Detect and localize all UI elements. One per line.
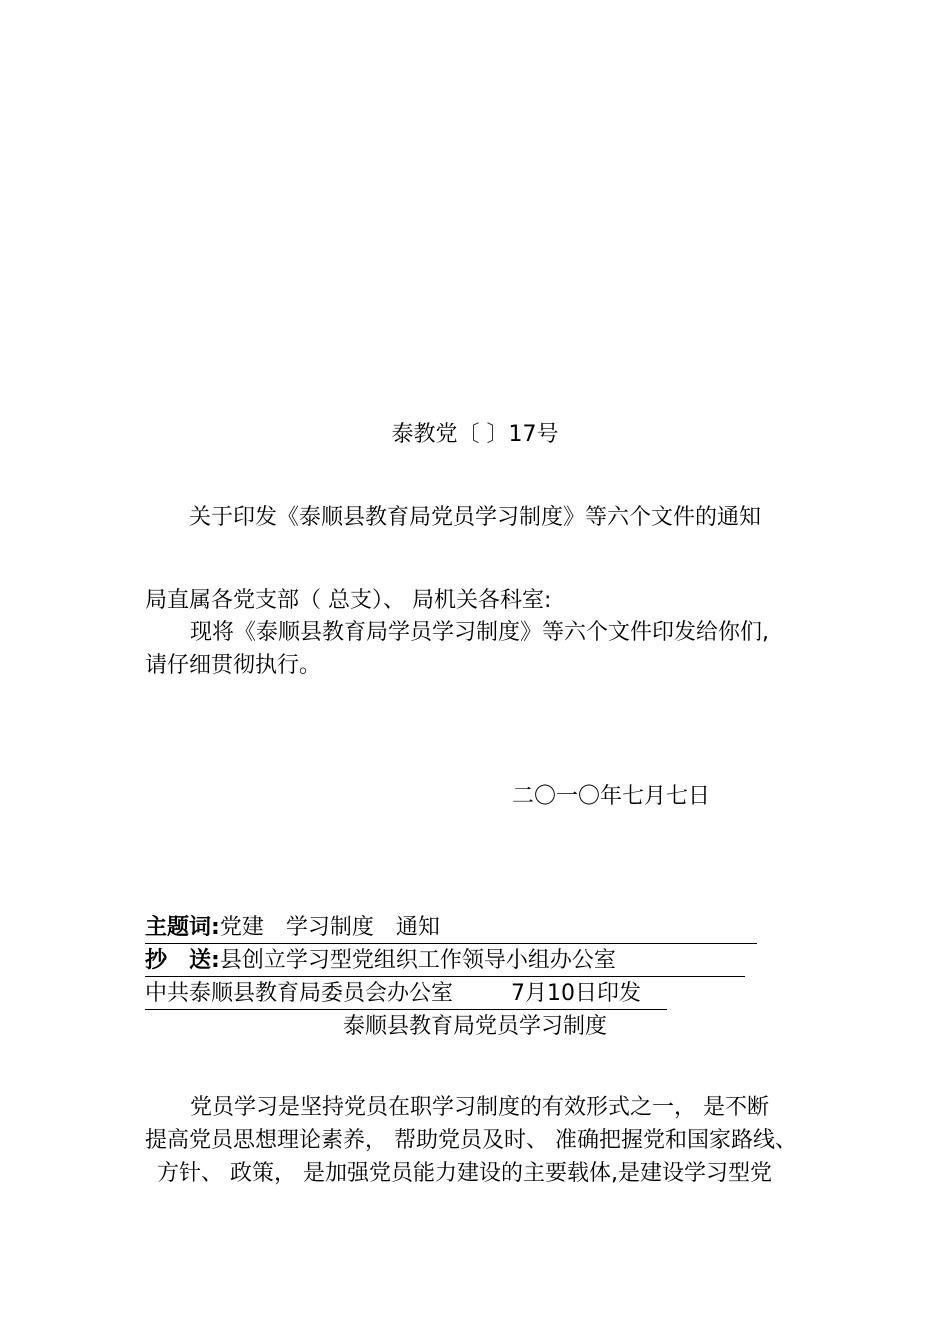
regulation-para-line-1: 党员学习是坚持党员在职学习制度的有效形式之一， 是不断 <box>190 1095 769 1120</box>
keywords-label: 主题词: <box>145 915 220 940</box>
cc-value: 县创立学习型党组织工作领导小组办公室 <box>219 948 616 973</box>
issuer-name: 中共泰顺县教育局委员会办公室 <box>145 981 454 1006</box>
cc-label: 抄 送: <box>145 948 220 973</box>
notice-body-line-1: 现将《泰顺县教育局学员学习制度》等六个文件印发给你们, <box>190 620 769 645</box>
regulation-para-line-2: 提高党员思想理论素养， 帮助党员及时、 准确把握党和国家路线、 <box>145 1128 797 1153</box>
recipient-line: 局直属各党支部（ 总支）、 局机关各科室: <box>145 588 552 613</box>
regulation-para-line-3: 方针、 政策， 是加强党员能力建设的主要载体,是建设学习型党 <box>157 1161 772 1186</box>
keywords-value: 党建 学习制度 通知 <box>219 915 440 940</box>
print-date: 7月10日印发 <box>511 981 642 1006</box>
cc-row <box>145 946 745 977</box>
notice-body-line-2: 请仔细贯彻执行。 <box>145 653 322 678</box>
doc-number: 泰教党〔 〕17号 <box>391 422 559 447</box>
notice-date: 二〇一〇年七月七日 <box>512 784 711 809</box>
regulation-title: 泰顺县教育局党员学习制度 <box>342 1014 607 1039</box>
notice-title: 关于印发《泰顺县教育局党员学习制度》等六个文件的通知 <box>188 505 761 530</box>
issuer-row <box>145 979 667 1010</box>
keywords-row <box>145 913 757 944</box>
